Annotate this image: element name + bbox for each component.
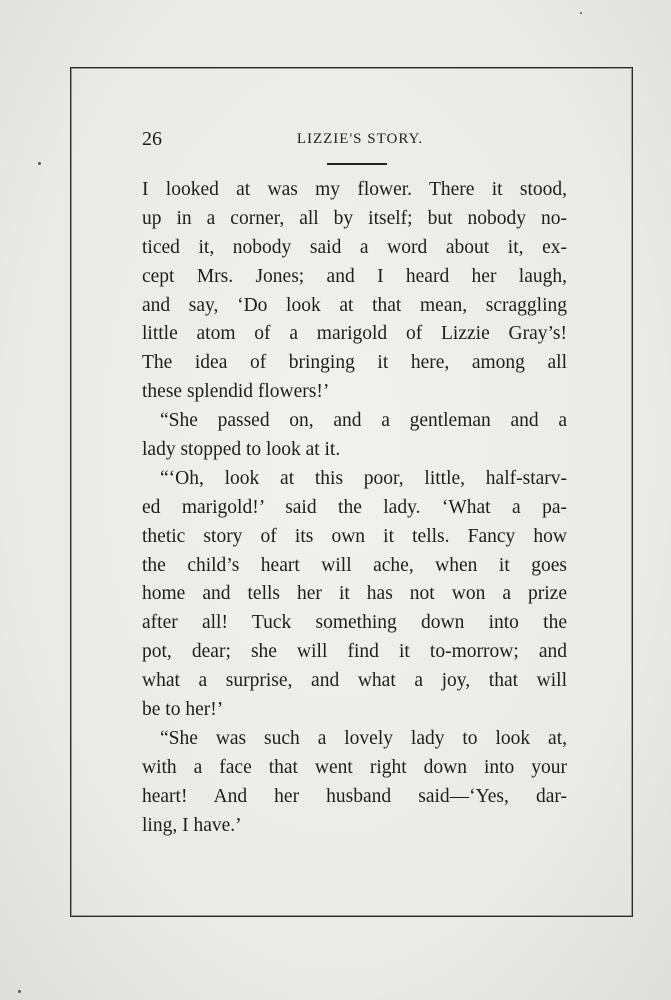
text-line: cept Mrs. Jones; and I heard her laugh, (142, 265, 567, 287)
text-line: pot, dear; she will find it to-morrow; and (142, 641, 567, 663)
text-line: heart! And her husband said—‘Yes, dar- (142, 785, 567, 807)
text-line: and say, ‘Do look at that mean, scraggling (142, 294, 567, 316)
text-line: with a face that went right down into your (142, 756, 567, 778)
text-line: after all! Tuck something down into the (142, 612, 567, 634)
text-line: be to her!’ (142, 699, 224, 721)
text-line: these splendid flowers!’ (142, 381, 330, 403)
text-line: ticed it, nobody said a word about it, ex- (142, 236, 567, 258)
speck (18, 990, 21, 993)
text-line: lady stopped to look at it. (142, 439, 341, 461)
text-line: ling, I have.’ (142, 814, 242, 836)
text-line: “She was such a lovely lady to look at, (160, 727, 567, 749)
speck (580, 12, 582, 14)
text-line: home and tells her it has not won a prize (142, 583, 567, 605)
text-line: little atom of a marigold of Lizzie Gray’s! (142, 323, 567, 345)
text-line: ed marigold!’ said the lady. ‘What a pa- (142, 496, 567, 518)
running-title: LIZZIE'S STORY. (296, 131, 424, 147)
text-line: thetic story of its own it tells. Fancy how (142, 525, 567, 547)
header-rule (327, 163, 387, 165)
text-line: “‘Oh, look at this poor, little, half-starv- (160, 467, 567, 489)
text-line: the child’s heart will ache, when it goes (142, 554, 567, 576)
text-line: what a surprise, and what a joy, that will (142, 670, 567, 692)
speck (38, 162, 41, 165)
text-line: up in a corner, all by itself; but nobody no- (142, 207, 567, 229)
text-line: “She passed on, and a gentleman and a (160, 410, 567, 432)
text-line: I looked at was my flower. There it stood, (142, 179, 567, 200)
page-number: 26 (142, 128, 162, 150)
body-text (142, 176, 567, 840)
text-line: The idea of bringing it here, among all (142, 352, 567, 374)
